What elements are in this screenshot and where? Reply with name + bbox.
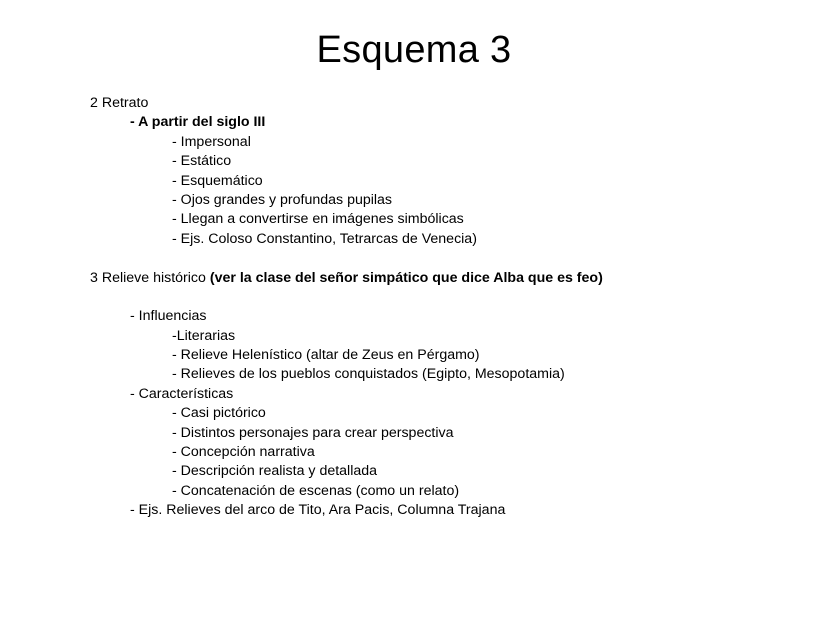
list-item: - Relieve Helenístico (altar de Zeus en Pérgamo) [172,347,480,364]
list-item: -Literarias [172,327,236,344]
section-2-subheading-text: - A partir del siglo III [130,114,266,131]
list-item: - Casi pictórico [172,405,266,422]
list-item: - Ojos grandes y profundas pupilas [172,191,393,208]
section-2-heading: 2 Retrato [90,95,149,111]
examples-line: - Ejs. Relieves del arco de Tito, Ara Pacis, Columna Trajana [130,502,506,519]
list-item: - Descripción realista y detallada [172,463,378,480]
list-item: - Estático [172,153,232,170]
list-item: - Ejs. Coloso Constantino, Tetrarcas de Venecia) [172,230,477,247]
section-3-heading-text: 3 Relieve histórico [90,269,206,286]
list-item: - Impersonal [172,133,251,150]
section-3-heading-note: (ver la clase del señor simpático que dice Alba que es feo) [209,269,603,286]
list-item: - Concatenación de escenas (como un relato) [172,482,460,499]
slide-title: Esquema 3 [316,29,512,71]
section-3-heading [90,269,603,288]
spacer [90,249,603,268]
spacer [90,288,603,307]
list-item: - Distintos personajes para crear perspectiva [172,424,454,441]
caracteristicas-label: - Características [130,385,234,402]
influencias-label: - Influencias [130,308,207,325]
list-item: - Llegan a convertirse en imágenes simbólicas [172,211,464,228]
slide-content [90,94,603,521]
list-item: - Esquemático [172,172,263,189]
section-2-subheading [90,113,603,132]
list-item: - Concepción narrativa [172,444,315,461]
list-item: - Relieves de los pueblos conquistados (Egipto, Mesopotamia) [172,366,565,383]
